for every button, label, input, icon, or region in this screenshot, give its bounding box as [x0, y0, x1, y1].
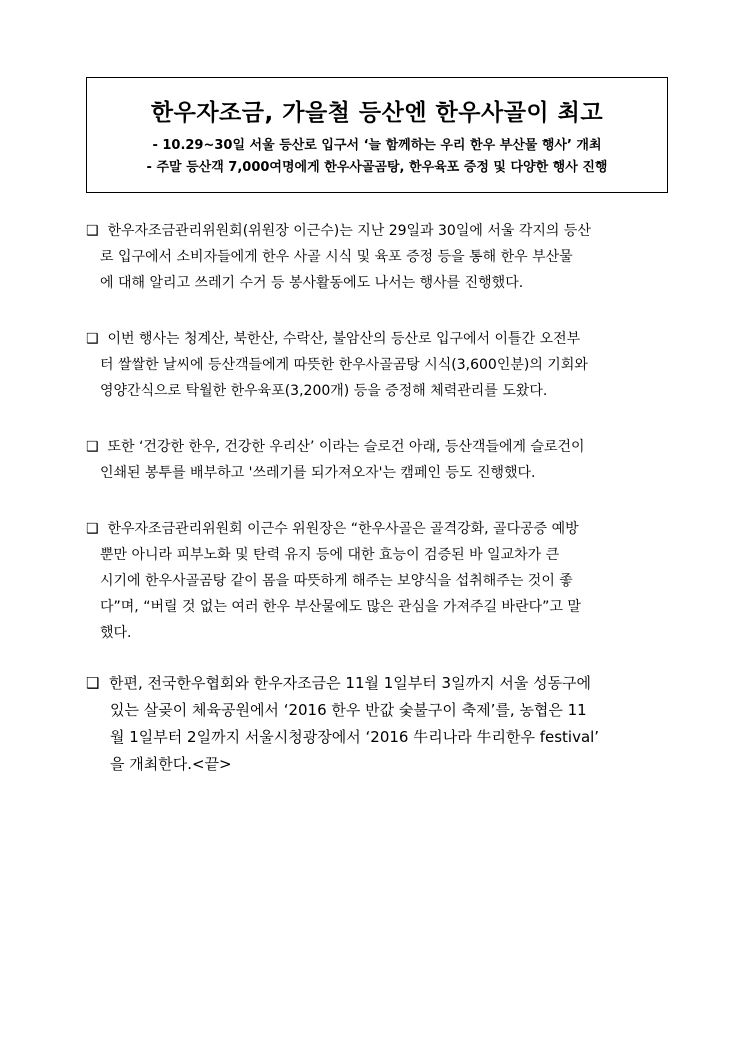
- paragraph-5-line-2: 있는 살곶이 체육공원에서 ‘2016 한우 반값 숯불구이 축제’를, 농협은 11: [110, 701, 587, 719]
- headline-subtitle-2: - 주말 등산객 7,000여명에게 한우사골곰탕, 한우육포 증정 및 다양한 행사 진행: [146, 160, 608, 175]
- headline-subtitle-1: - 10.29~30일 서울 등산로 입구서 ‘늘 함께하는 우리 한우 부산물 행사’ 개최: [152, 138, 602, 153]
- press-release-body: [86, 218, 670, 778]
- paragraph-1-line-2: 로 입구에서 소비자들에게 한우 사골 시식 및 육포 증정 등을 통해 한우 부산물: [100, 249, 573, 265]
- paragraph-4-line-1: 한우자조금관리위원회 이근수 위원장은 “한우사골은 골격강화, 골다공증 예방: [107, 521, 579, 537]
- paragraph-2-line-3: 영양간식으로 탁월한 한우육포(3,200개) 등을 증정해 체력관리를 도왔다.: [100, 383, 548, 399]
- paragraph-4-line-4: 다”며, “버릴 것 없는 여러 한우 부산물에도 많은 관심을 가져주길 바란다”고 말: [100, 599, 581, 615]
- paragraph-5-line-4: 을 개최한다.<끝>: [110, 755, 232, 773]
- paragraph-1: [86, 218, 670, 296]
- paragraph-2: [86, 326, 670, 404]
- bullet-icon: ❑: [86, 521, 99, 537]
- paragraph-4-line-5: 했다.: [100, 625, 132, 641]
- paragraph-5: [86, 670, 670, 778]
- paragraph-4: [86, 516, 670, 646]
- paragraph-5-line-3: 월 1일부터 2일까지 서울시청광장에서 ‘2016 牛리나라 牛리한우 festival’: [110, 728, 600, 746]
- bullet-icon: ❑: [86, 674, 100, 692]
- paragraph-1-line-1: 한우자조금관리위원회(위원장 이근수)는 지난 29일과 30일에 서울 각지의 등산: [107, 223, 591, 239]
- headline-box: [86, 77, 668, 193]
- bullet-icon: ❑: [86, 331, 99, 347]
- paragraph-1-line-3: 에 대해 알리고 쓰레기 수거 등 봉사활동에도 나서는 행사를 진행했다.: [100, 275, 524, 291]
- paragraph-5-line-1: 한편, 전국한우협회와 한우자조금은 11월 1일부터 3일까지 서울 성동구에: [109, 674, 592, 692]
- bullet-icon: ❑: [86, 223, 99, 239]
- paragraph-2-line-2: 터 쌀쌀한 날씨에 등산객들에게 따뜻한 한우사골곰탕 시식(3,600인분)의 기회와: [100, 357, 588, 373]
- paragraph-3-line-2: 인쇄된 봉투를 배부하고 '쓰레기를 되가져오자'는 캠페인 등도 진행했다.: [100, 465, 536, 481]
- paragraph-4-line-3: 시기에 한우사골곰탕 같이 몸을 따뜻하게 해주는 보양식을 섭취해주는 것이 좋: [100, 573, 573, 589]
- paragraph-2-line-1: 이번 행사는 청계산, 북한산, 수락산, 불암산의 등산로 입구에서 이틀간 오전부: [107, 331, 581, 347]
- headline-title: 한우자조금, 가을철 등산엔 한우사골이 최고: [150, 100, 604, 126]
- paragraph-4-line-2: 뿐만 아니라 피부노화 및 탄력 유지 등에 대한 효능이 검증된 바 일교차가 큰: [100, 547, 560, 563]
- paragraph-3: [86, 434, 670, 486]
- bullet-icon: ❑: [86, 439, 99, 455]
- paragraph-3-line-1: 또한 ‘건강한 한우, 건강한 우리산’ 이라는 슬로건 아래, 등산객들에게 슬로건이: [107, 439, 585, 455]
